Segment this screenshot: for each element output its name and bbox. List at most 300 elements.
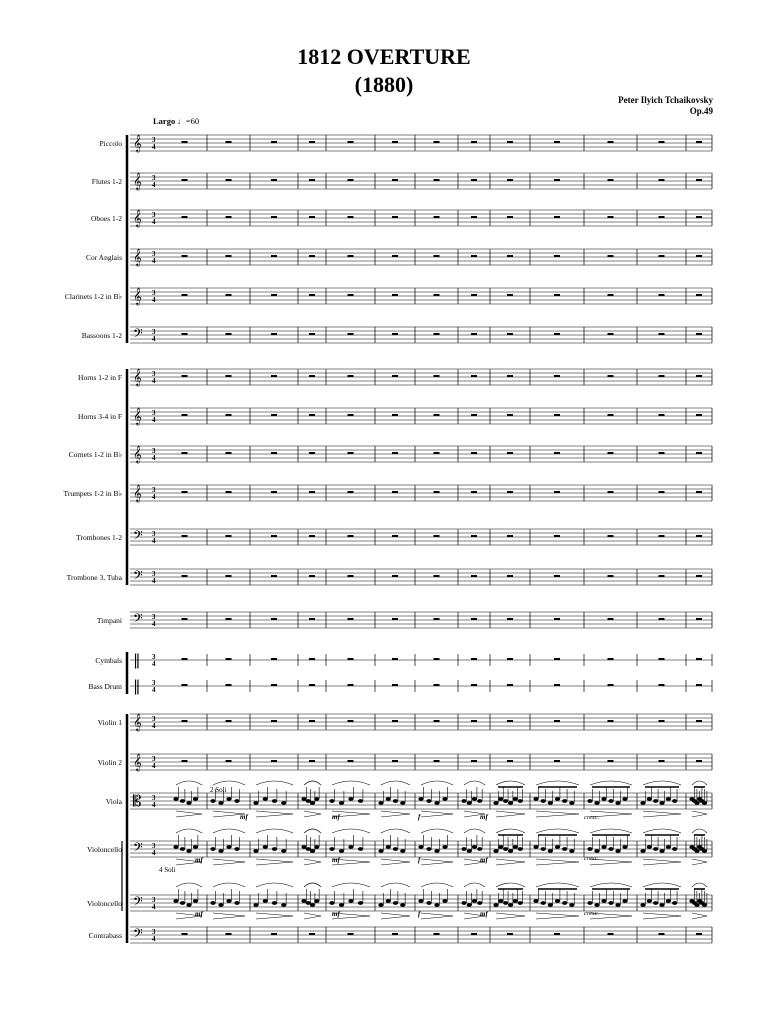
note-head — [666, 899, 671, 903]
note-head — [339, 849, 344, 853]
note-head — [434, 801, 439, 805]
measure-rest — [507, 141, 513, 143]
note-head — [653, 847, 658, 851]
measure-rest — [392, 414, 398, 416]
clef-symbol: 𝄞 — [133, 445, 142, 463]
measure-rest — [554, 760, 560, 762]
instrument-label: Timpani — [96, 616, 122, 625]
measure-rest — [271, 414, 277, 416]
note-head — [647, 845, 652, 849]
note-head — [569, 903, 574, 907]
measure-rest — [608, 658, 614, 660]
cello1-dynamic-mf: mf — [195, 856, 203, 864]
measure-rest — [507, 375, 513, 377]
note-head — [281, 801, 286, 805]
note-head — [569, 849, 574, 853]
slur — [381, 781, 410, 785]
hairpin — [421, 859, 453, 865]
hairpin — [256, 811, 293, 817]
measure-rest — [182, 618, 188, 620]
measure-rest — [392, 760, 398, 762]
slur — [332, 781, 370, 785]
measure-rest — [608, 933, 614, 935]
measure-rest — [471, 760, 477, 762]
measure-rest — [271, 141, 277, 143]
measure-rest — [471, 375, 477, 377]
note-head — [694, 903, 699, 907]
note-head — [226, 899, 231, 903]
note-head — [594, 903, 599, 907]
note-head — [234, 847, 239, 851]
measure-rest — [696, 760, 702, 762]
note-head — [253, 903, 258, 907]
note-head — [659, 903, 664, 907]
slur — [213, 829, 245, 833]
note-head — [533, 797, 538, 801]
note-head — [314, 899, 319, 903]
measure-rest — [309, 141, 315, 143]
measure-rest — [507, 414, 513, 416]
time-signature: 4 — [152, 903, 156, 911]
measure-rest — [226, 575, 232, 577]
note-head — [587, 799, 592, 803]
measure-rest — [659, 375, 665, 377]
note-head — [314, 845, 319, 849]
clef-symbol: 𝄞 — [133, 172, 142, 190]
measure-rest — [608, 333, 614, 335]
slur — [643, 781, 681, 785]
note-head — [601, 899, 606, 903]
note-head — [503, 901, 508, 905]
slur — [304, 781, 321, 785]
note-head — [548, 903, 553, 907]
measure-rest — [554, 575, 560, 577]
measure-rest — [182, 535, 188, 537]
measure-rest — [659, 933, 665, 935]
measure-rest — [226, 720, 232, 722]
time-signature: 3 — [152, 211, 156, 219]
measure-rest — [309, 933, 315, 935]
slur — [421, 829, 453, 833]
measure-rest — [471, 294, 477, 296]
slur — [213, 781, 245, 785]
measure-rest — [392, 375, 398, 377]
slur — [590, 781, 632, 785]
measure-rest — [271, 658, 277, 660]
measure-rest — [471, 575, 477, 577]
note-head — [467, 849, 472, 853]
note-head — [640, 849, 645, 853]
note-head — [653, 799, 658, 803]
note-head — [503, 799, 508, 803]
time-signature: 4 — [152, 801, 156, 809]
cello2-dynamic-mf-3: mf — [480, 910, 488, 918]
clef-symbol: 𝄞 — [133, 209, 142, 227]
note-head — [386, 845, 391, 849]
measure-rest — [271, 684, 277, 686]
measure-rest — [471, 933, 477, 935]
note-head — [608, 847, 613, 851]
composer-name: Peter Ilyich Tchaikovsky — [618, 95, 713, 105]
note-head — [253, 849, 258, 853]
note-head — [386, 797, 391, 801]
note-head — [472, 797, 477, 801]
note-head — [329, 901, 334, 905]
measure-rest — [226, 760, 232, 762]
measure-rest — [348, 333, 354, 335]
note-head — [226, 845, 231, 849]
time-signature: 3 — [152, 715, 156, 723]
note-head — [386, 899, 391, 903]
cello-soli-marking: 4 Soli — [159, 866, 176, 874]
instrument-label: Trombones 1-2 — [76, 533, 122, 542]
instrument-label: Flutes 1-2 — [91, 177, 122, 186]
time-signature: 3 — [152, 447, 156, 455]
note-head — [498, 899, 503, 903]
note-head — [541, 799, 546, 803]
note-head — [601, 797, 606, 801]
slur — [332, 829, 370, 833]
hairpin — [536, 913, 579, 919]
note-head — [186, 903, 191, 907]
note-head — [653, 901, 658, 905]
instrument-label: Horns 1-2 in F — [78, 373, 122, 382]
measure-rest — [434, 933, 440, 935]
time-signature: 3 — [152, 289, 156, 297]
measure-rest — [309, 684, 315, 686]
measure-rest — [309, 255, 315, 257]
note-head — [180, 799, 185, 803]
note-head — [281, 849, 286, 853]
measure-rest — [659, 535, 665, 537]
note-head — [426, 799, 431, 803]
clef-symbol: 𝄢 — [133, 840, 143, 858]
note-head — [426, 847, 431, 851]
time-signature: 3 — [152, 570, 156, 578]
measure-rest — [696, 452, 702, 454]
note-head — [640, 801, 645, 805]
note-head — [508, 801, 513, 805]
note-head — [702, 849, 707, 853]
measure-rest — [608, 375, 614, 377]
measure-rest — [434, 535, 440, 537]
time-signature: 3 — [152, 653, 156, 661]
slur — [496, 829, 525, 833]
measure-rest — [471, 535, 477, 537]
measure-rest — [696, 255, 702, 257]
measure-rest — [392, 535, 398, 537]
measure-rest — [309, 216, 315, 218]
time-signature: 3 — [152, 755, 156, 763]
hairpin — [536, 811, 579, 817]
viola-soli-marking: 2 Soli — [210, 786, 227, 794]
measure-rest — [392, 491, 398, 493]
measure-rest — [182, 760, 188, 762]
measure-rest — [696, 535, 702, 537]
measure-rest — [348, 535, 354, 537]
measure-rest — [659, 414, 665, 416]
measure-rest — [507, 760, 513, 762]
measure-rest — [696, 216, 702, 218]
measure-rest — [507, 575, 513, 577]
measure-rest — [434, 618, 440, 620]
note-head — [461, 799, 466, 803]
note-head — [622, 899, 627, 903]
measure-rest — [608, 294, 614, 296]
measure-rest — [554, 618, 560, 620]
note-head — [702, 801, 707, 805]
measure-rest — [507, 255, 513, 257]
note-head — [647, 797, 652, 801]
clef-symbol: 𝄢 — [133, 326, 143, 344]
measure-rest — [434, 333, 440, 335]
note-head — [400, 849, 405, 853]
note-head — [418, 797, 423, 801]
measure-rest — [696, 414, 702, 416]
note-head — [622, 845, 627, 849]
note-head — [193, 899, 198, 903]
cello1-dynamic-f: f — [418, 856, 421, 864]
measure-rest — [507, 491, 513, 493]
time-signature: 3 — [152, 842, 156, 850]
measure-rest — [226, 141, 232, 143]
time-signature: 3 — [152, 613, 156, 621]
note-head — [173, 797, 178, 801]
measure-rest — [309, 333, 315, 335]
time-signature: 4 — [152, 762, 156, 770]
note-head — [513, 845, 518, 849]
hairpin — [176, 811, 202, 817]
measure-rest — [696, 658, 702, 660]
slur — [304, 883, 321, 887]
measure-rest — [271, 333, 277, 335]
measure-rest — [271, 720, 277, 722]
instrument-label: Trombone 3, Tuba — [66, 573, 122, 582]
note-head — [615, 903, 620, 907]
note-head — [541, 847, 546, 851]
note-head — [493, 849, 498, 853]
measure-rest — [659, 179, 665, 181]
slur — [256, 829, 293, 833]
measure-rest — [659, 760, 665, 762]
time-signature: 4 — [152, 577, 156, 585]
note-head — [472, 845, 477, 849]
note-head — [393, 799, 398, 803]
time-signature: 3 — [152, 896, 156, 904]
cello1-dynamic-mf-3: mf — [480, 856, 488, 864]
slur — [176, 829, 202, 833]
measure-rest — [182, 720, 188, 722]
time-signature: 4 — [152, 620, 156, 628]
instrument-label: Bass Drum — [88, 682, 122, 691]
slur — [464, 829, 485, 833]
time-signature: 4 — [152, 257, 156, 265]
measure-rest — [271, 452, 277, 454]
measure-rest — [554, 333, 560, 335]
note-head — [562, 799, 567, 803]
measure-rest — [182, 684, 188, 686]
hairpin — [643, 811, 681, 817]
hairpin — [421, 811, 453, 817]
instrument-label: Piccolo — [99, 139, 122, 148]
measure-rest — [434, 658, 440, 660]
measure-rest — [608, 720, 614, 722]
note-head — [186, 849, 191, 853]
measure-rest — [348, 179, 354, 181]
metronome-mark: ♩=60 — [177, 116, 200, 126]
note-head — [393, 847, 398, 851]
note-head — [263, 845, 268, 849]
measure-rest — [182, 179, 188, 181]
hairpin — [304, 859, 321, 865]
note-head — [339, 801, 344, 805]
note-head — [555, 797, 560, 801]
note-head — [442, 797, 447, 801]
slur — [381, 883, 410, 887]
note-head — [378, 801, 383, 805]
slur — [590, 829, 632, 833]
note-head — [434, 903, 439, 907]
measure-rest — [659, 452, 665, 454]
note-head — [186, 801, 191, 805]
measure-rest — [696, 618, 702, 620]
instrument-label: Violoncello — [87, 845, 122, 854]
note-head — [493, 801, 498, 805]
measure-rest — [348, 720, 354, 722]
measure-rest — [309, 294, 315, 296]
time-signature: 4 — [152, 181, 156, 189]
measure-rest — [434, 575, 440, 577]
measure-rest — [554, 720, 560, 722]
measure-rest — [271, 535, 277, 537]
measure-rest — [348, 618, 354, 620]
measure-rest — [392, 933, 398, 935]
time-signature: 4 — [152, 416, 156, 424]
measure-rest — [392, 684, 398, 686]
measure-rest — [507, 535, 513, 537]
measure-rest — [182, 414, 188, 416]
note-head — [659, 849, 664, 853]
measure-rest — [348, 141, 354, 143]
note-head — [253, 801, 258, 805]
note-head — [666, 845, 671, 849]
note-head — [467, 801, 472, 805]
measure-rest — [608, 179, 614, 181]
note-head — [272, 799, 277, 803]
cello1-cresc-marking: cresc. — [584, 855, 600, 862]
note-head — [348, 845, 353, 849]
note-head — [400, 801, 405, 805]
time-signature: 4 — [152, 935, 156, 943]
time-signature: 3 — [152, 486, 156, 494]
measure-rest — [554, 933, 560, 935]
measure-rest — [392, 216, 398, 218]
time-signature: 4 — [152, 143, 156, 151]
instrument-label: Violin 1 — [97, 718, 122, 727]
clef-symbol: 𝄞 — [133, 287, 142, 305]
measure-rest — [659, 294, 665, 296]
slur — [496, 781, 525, 785]
hairpin — [692, 859, 707, 865]
measure-rest — [554, 535, 560, 537]
hairpin — [496, 859, 525, 865]
instrument-label: Oboes 1-2 — [90, 214, 122, 223]
measure-rest — [226, 684, 232, 686]
measure-rest — [554, 216, 560, 218]
measure-rest — [554, 491, 560, 493]
hairpin — [643, 913, 681, 919]
slur — [692, 883, 707, 887]
clef-symbol: 𝄞 — [133, 134, 142, 152]
note-head — [518, 901, 523, 905]
measure-rest — [271, 179, 277, 181]
note-head — [263, 899, 268, 903]
measure-rest — [608, 684, 614, 686]
hairpin — [381, 859, 410, 865]
instrument-label: Trumpets 1-2 in B♭ — [63, 489, 122, 498]
slur — [536, 883, 579, 887]
time-signature: 4 — [152, 537, 156, 545]
note-head — [426, 901, 431, 905]
note-head — [672, 901, 677, 905]
hairpin — [213, 859, 245, 865]
measure-rest — [309, 618, 315, 620]
time-signature: 3 — [152, 250, 156, 258]
measure-rest — [471, 333, 477, 335]
measure-rest — [434, 141, 440, 143]
time-signature: 3 — [152, 174, 156, 182]
measure-rest — [182, 216, 188, 218]
measure-rest — [348, 375, 354, 377]
measure-rest — [554, 375, 560, 377]
note-head — [498, 797, 503, 801]
note-head — [562, 847, 567, 851]
instrument-label: Violin 2 — [97, 758, 122, 767]
measure-rest — [659, 141, 665, 143]
note-head — [210, 901, 215, 905]
measure-rest — [507, 720, 513, 722]
measure-rest — [471, 618, 477, 620]
measure-rest — [434, 452, 440, 454]
hairpin — [381, 811, 410, 817]
note-head — [569, 801, 574, 805]
measure-rest — [659, 575, 665, 577]
time-signature: 4 — [152, 493, 156, 501]
note-head — [358, 901, 363, 905]
slur — [692, 781, 707, 785]
time-signature: 4 — [152, 335, 156, 343]
measure-rest — [696, 333, 702, 335]
measure-rest — [392, 658, 398, 660]
note-head — [640, 903, 645, 907]
measure-rest — [696, 933, 702, 935]
instrument-label: Clarinets 1-2 in B♭ — [64, 292, 122, 301]
note-head — [533, 899, 538, 903]
measure-rest — [608, 618, 614, 620]
measure-rest — [471, 658, 477, 660]
note-head — [518, 847, 523, 851]
measure-rest — [309, 535, 315, 537]
measure-rest — [271, 294, 277, 296]
measure-rest — [392, 294, 398, 296]
measure-rest — [434, 375, 440, 377]
slur — [536, 781, 579, 785]
measure-rest — [434, 684, 440, 686]
slur — [464, 781, 485, 785]
measure-rest — [392, 333, 398, 335]
note-head — [498, 845, 503, 849]
hairpin — [496, 913, 525, 919]
